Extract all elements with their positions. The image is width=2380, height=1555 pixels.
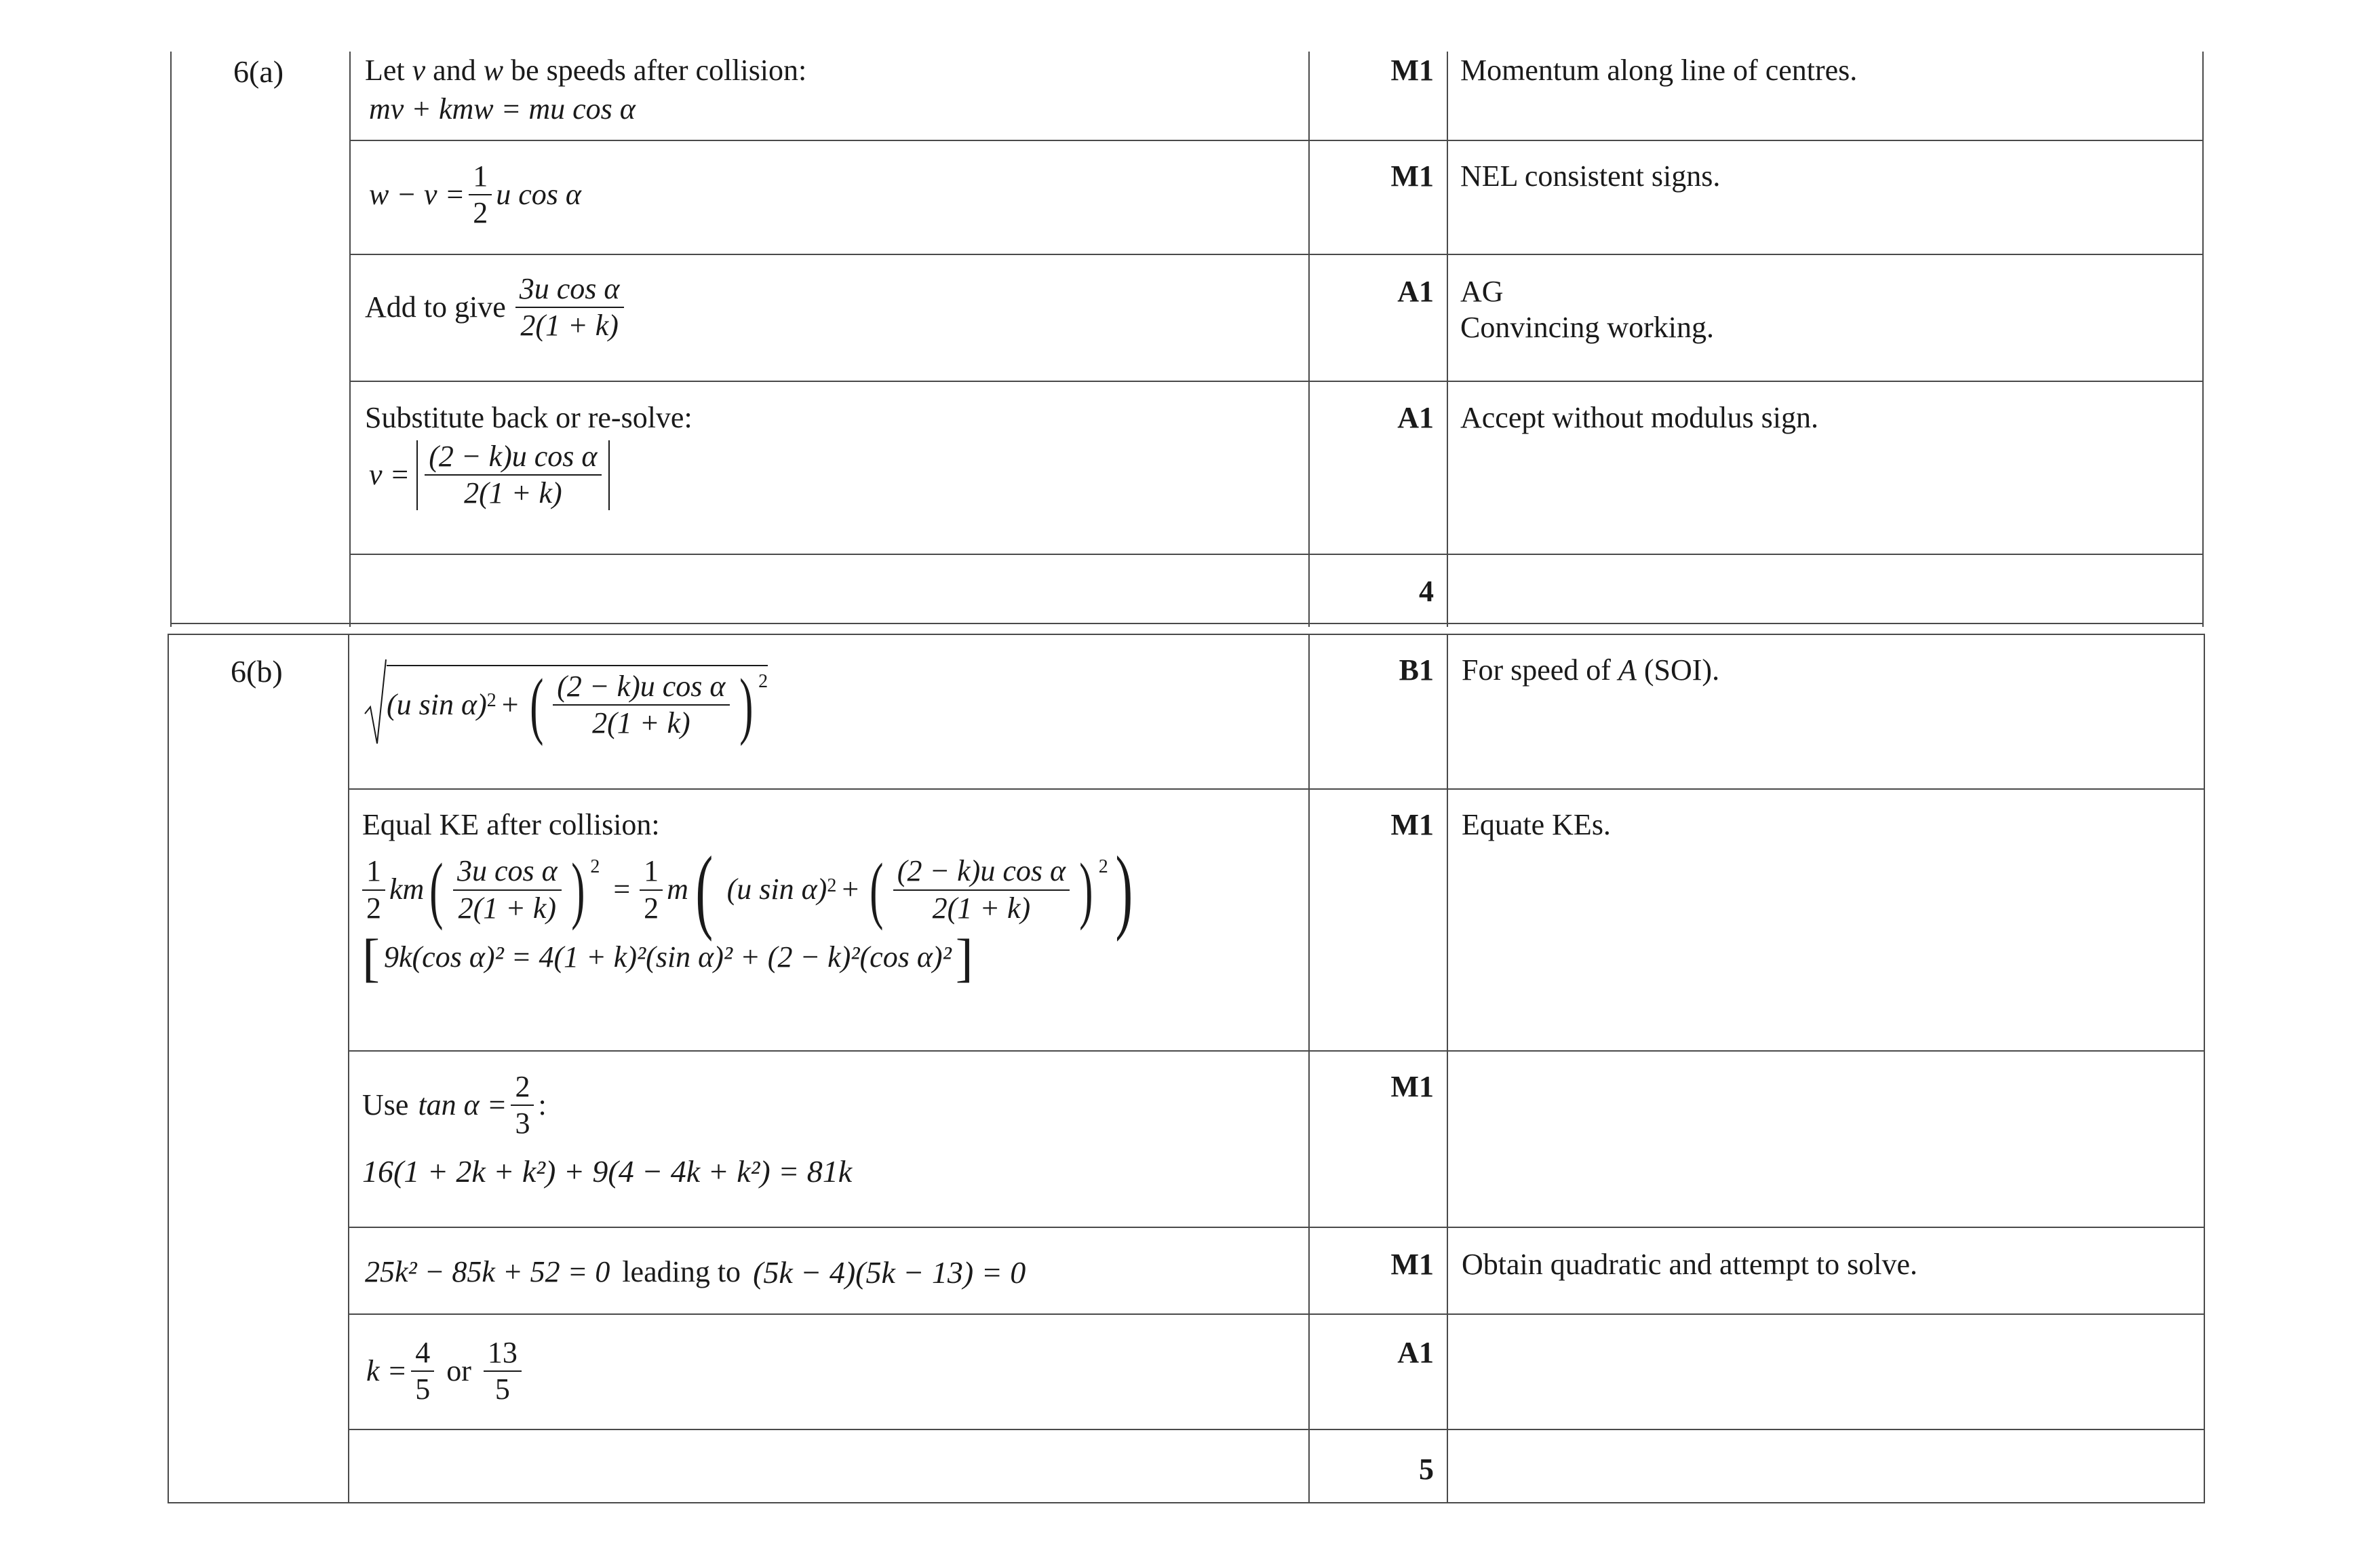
eq-rhs: u cos α <box>496 177 582 211</box>
numerator: 3u cos α <box>453 855 562 890</box>
mark: A1 <box>1397 1336 1434 1369</box>
guidance <box>1462 653 1719 689</box>
fraction <box>640 855 663 925</box>
mark: M1 <box>1390 54 1434 87</box>
guidance: Obtain quadratic and attempt to solve. <box>1462 1248 1918 1281</box>
answer-line <box>365 273 628 343</box>
guidance: NEL consistent signs. <box>1460 159 1721 193</box>
rule <box>2204 634 2205 1503</box>
rule <box>349 381 2204 382</box>
fraction <box>425 440 601 510</box>
exponent: 2 <box>758 671 768 693</box>
term: (u sin α) <box>726 872 827 906</box>
numerator: (2 − k)u cos α <box>425 440 601 476</box>
rule <box>348 1313 2205 1315</box>
left-paren: ( <box>870 848 884 932</box>
equation <box>362 927 1139 987</box>
rule <box>2202 52 2204 627</box>
text: For speed of <box>1462 653 1618 687</box>
radicand <box>387 663 768 746</box>
rule <box>1308 52 1310 627</box>
operator: = <box>613 872 631 906</box>
fraction <box>511 1071 534 1140</box>
fraction <box>411 1337 434 1406</box>
question-number: 6(b) <box>231 654 283 689</box>
text: leading to <box>622 1255 741 1289</box>
left-paren: ( <box>429 848 444 932</box>
numerator: 1 <box>362 855 385 890</box>
rule <box>348 1429 2205 1430</box>
operator: + <box>501 687 519 721</box>
numerator: 3u cos α <box>515 273 624 308</box>
term: km <box>389 872 425 906</box>
mark: M1 <box>1390 1248 1434 1281</box>
denominator: 2 <box>644 891 659 925</box>
text: and <box>425 54 484 87</box>
guidance: Equate KEs. <box>1462 808 1611 841</box>
fraction <box>484 1337 522 1406</box>
equation: 16(1 + 2k + k²) + 9(4 − 4k + k²) = 81k <box>362 1153 853 1189</box>
guidance-line: AG <box>1460 275 1504 308</box>
rule <box>1447 52 1448 627</box>
numerator: (2 − k)u cos α <box>893 855 1070 890</box>
equation: (5k − 4)(5k − 13) = 0 <box>753 1255 1026 1290</box>
fraction <box>469 160 492 230</box>
term: (u sin α) <box>387 687 487 721</box>
fraction <box>515 273 624 343</box>
answer-line <box>362 1071 852 1140</box>
equation <box>364 658 768 746</box>
term: k = <box>366 1354 408 1387</box>
left-bracket: [ <box>362 927 380 987</box>
variable: A <box>1618 653 1637 687</box>
rule <box>349 52 351 627</box>
denominator: 2(1 + k) <box>464 476 562 510</box>
modulus <box>416 440 609 510</box>
equation <box>369 160 581 230</box>
equation <box>362 837 1139 942</box>
exponent: 2 <box>827 875 837 896</box>
text: or <box>446 1354 471 1387</box>
right-paren: ) <box>570 848 585 932</box>
term: m <box>667 872 688 906</box>
guidance: Momentum along line of centres. <box>1460 54 1858 87</box>
rule <box>1447 634 1448 1503</box>
rule <box>168 634 169 1503</box>
total-mark: 4 <box>1419 575 1434 608</box>
rule <box>349 140 2204 141</box>
denominator: 2(1 + k) <box>458 891 557 925</box>
rule <box>1308 634 1310 1503</box>
text: Let <box>365 54 412 87</box>
answer-cell <box>366 1337 526 1406</box>
rule <box>349 254 2204 255</box>
left-paren: ( <box>529 663 543 746</box>
eq-lhs: w − v = <box>369 177 465 211</box>
answer-cell <box>365 53 806 128</box>
variable: w <box>483 54 504 87</box>
numerator: 2 <box>511 1071 534 1106</box>
mark: M1 <box>1390 1070 1434 1103</box>
guidance <box>1460 274 1714 346</box>
denominator: 2(1 + k) <box>520 309 619 343</box>
numerator: 1 <box>469 160 492 195</box>
square-root <box>364 658 768 746</box>
right-paren: ) <box>1115 837 1133 942</box>
fraction <box>362 855 385 925</box>
numerator: 4 <box>411 1337 434 1372</box>
rule <box>170 623 2204 624</box>
answer-line <box>366 1337 526 1406</box>
right-bracket: ] <box>955 927 973 987</box>
denominator: 5 <box>494 1372 510 1406</box>
text: (SOI). <box>1636 653 1720 687</box>
rule <box>348 788 2205 790</box>
numerator: 13 <box>484 1337 522 1372</box>
answer-line <box>365 1254 1026 1291</box>
mark: M1 <box>1390 159 1434 193</box>
denominator: 2 <box>366 891 381 925</box>
label: Equal KE after collision: <box>362 808 660 841</box>
numerator: 1 <box>640 855 663 890</box>
mark: A1 <box>1397 401 1434 434</box>
guidance-line: Convincing working. <box>1460 310 1714 344</box>
eq-lhs: v = <box>369 457 410 491</box>
answer-text <box>365 53 806 89</box>
answer-cell <box>365 1254 1026 1291</box>
rule <box>349 554 2204 555</box>
denominator: 2(1 + k) <box>592 706 690 740</box>
rule <box>168 1502 2205 1503</box>
answer-cell <box>362 807 1139 987</box>
rule <box>170 52 172 627</box>
answer-cell <box>369 160 581 230</box>
exponent: 2 <box>1098 856 1108 877</box>
rule <box>348 1227 2205 1228</box>
variable: v <box>412 54 426 87</box>
right-paren: ) <box>1079 848 1093 932</box>
text: be speeds after collision: <box>503 54 807 87</box>
denominator: 3 <box>515 1107 530 1140</box>
denominator: 2 <box>473 196 488 230</box>
exponent: 2 <box>486 690 496 712</box>
equation: mv + kmw = mu cos α <box>369 92 636 126</box>
left-paren: ( <box>695 837 714 942</box>
fraction <box>453 855 562 925</box>
answer-cell <box>365 273 628 343</box>
total-mark: 5 <box>1419 1453 1434 1486</box>
exponent: 2 <box>590 856 600 877</box>
mark: M1 <box>1390 808 1434 841</box>
mark: B1 <box>1399 653 1434 687</box>
label: Substitute back or re-solve: <box>365 401 692 434</box>
label: Add to give <box>365 290 506 324</box>
answer-cell <box>365 400 692 510</box>
question-number: 6(a) <box>233 54 284 89</box>
equation: 25k² − 85k + 52 = 0 <box>365 1255 610 1289</box>
term: tan α = <box>418 1088 507 1121</box>
right-paren: ) <box>739 663 753 746</box>
rule <box>348 1050 2205 1052</box>
numerator: (2 − k)u cos α <box>553 670 729 706</box>
denominator: 5 <box>415 1372 431 1406</box>
equation-text: 9k(cos α)² = 4(1 + k)²(sin α)² + (2 − k)²(cos α)² <box>383 940 952 974</box>
guidance: Accept without modulus sign. <box>1460 401 1818 434</box>
punctuation: : <box>538 1088 547 1121</box>
answer-cell <box>362 1071 852 1190</box>
mark: A1 <box>1397 275 1434 308</box>
radical-sign-icon <box>364 658 387 746</box>
fraction <box>553 670 729 740</box>
denominator: 2(1 + k) <box>932 891 1031 925</box>
answer-cell <box>364 658 768 746</box>
label: Use <box>362 1088 409 1121</box>
rule <box>168 634 2205 635</box>
equation <box>369 440 692 510</box>
fraction <box>893 855 1070 925</box>
operator: + <box>842 872 859 906</box>
rule <box>348 634 349 1503</box>
